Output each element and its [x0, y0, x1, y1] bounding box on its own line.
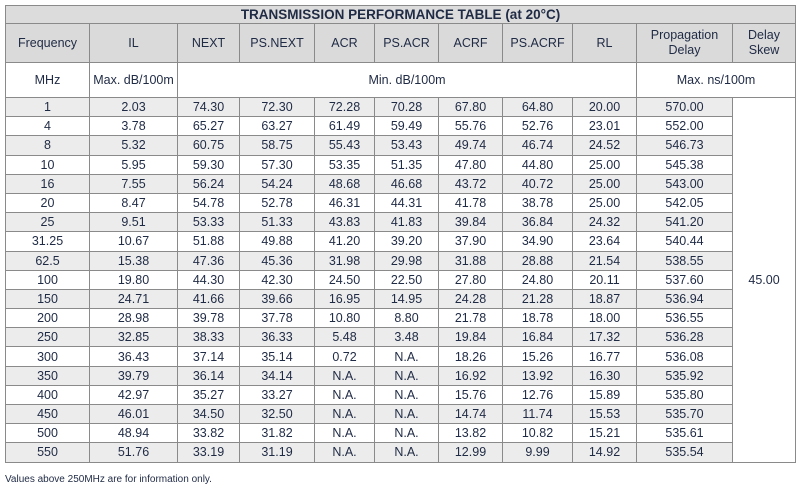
table-row	[6, 98, 796, 117]
table-cell: 21.54	[573, 251, 637, 270]
table-row	[6, 213, 796, 232]
table-cell: 3.48	[375, 328, 439, 347]
table-cell: 64.80	[503, 98, 573, 117]
unit-min-db: Min. dB/100m	[178, 63, 637, 98]
table-cell: 540.44	[637, 232, 733, 251]
column-header: Propagation Delay	[637, 24, 733, 63]
table-cell: 35.14	[240, 347, 315, 366]
table-cell: 20	[6, 193, 90, 212]
table-cell: 61.49	[315, 117, 375, 136]
table-cell: 52.76	[503, 117, 573, 136]
table-row	[6, 443, 796, 462]
table-cell: 20.00	[573, 98, 637, 117]
table-cell: 8.47	[90, 193, 178, 212]
table-cell: 63.27	[240, 117, 315, 136]
table-cell: 62.5	[6, 251, 90, 270]
table-cell: 31.25	[6, 232, 90, 251]
table-cell: 546.73	[637, 136, 733, 155]
table-cell: 8	[6, 136, 90, 155]
table-cell: 10.67	[90, 232, 178, 251]
table-cell: 5.95	[90, 155, 178, 174]
table-row	[6, 174, 796, 193]
table-cell: 10	[6, 155, 90, 174]
table-cell: 25.00	[573, 193, 637, 212]
table-cell: N.A.	[315, 405, 375, 424]
table-cell: 34.50	[178, 405, 240, 424]
table-cell: 29.98	[375, 251, 439, 270]
table-cell: 536.94	[637, 289, 733, 308]
table-cell: 24.71	[90, 289, 178, 308]
table-cell: 535.54	[637, 443, 733, 462]
column-header: PS.ACR	[375, 24, 439, 63]
table-cell: 536.55	[637, 309, 733, 328]
units-row	[6, 63, 796, 98]
table-cell: 46.31	[315, 193, 375, 212]
table-cell: 34.14	[240, 366, 315, 385]
table-cell: 16	[6, 174, 90, 193]
table-row	[6, 232, 796, 251]
table-cell: 25	[6, 213, 90, 232]
table-cell: 36.33	[240, 328, 315, 347]
table-cell: 13.82	[439, 424, 503, 443]
table-cell: 5.32	[90, 136, 178, 155]
table-cell: 10.80	[315, 309, 375, 328]
table-cell: 400	[6, 385, 90, 404]
table-cell: 65.27	[178, 117, 240, 136]
column-header: ACRF	[439, 24, 503, 63]
table-cell: 58.75	[240, 136, 315, 155]
table-cell: 16.30	[573, 366, 637, 385]
table-cell: 55.76	[439, 117, 503, 136]
table-cell: 34.90	[503, 232, 573, 251]
table-cell: 55.43	[315, 136, 375, 155]
table-cell: 59.30	[178, 155, 240, 174]
table-cell: 500	[6, 424, 90, 443]
table-cell: 13.92	[503, 366, 573, 385]
table-cell: 46.74	[503, 136, 573, 155]
table-cell: N.A.	[315, 385, 375, 404]
table-cell: 48.68	[315, 174, 375, 193]
table-cell: N.A.	[315, 424, 375, 443]
table-row	[6, 347, 796, 366]
table-cell: 47.80	[439, 155, 503, 174]
table-cell: 67.80	[439, 98, 503, 117]
table-cell: 38.33	[178, 328, 240, 347]
table-cell: 39.78	[178, 309, 240, 328]
table-cell: 46.68	[375, 174, 439, 193]
table-cell: 25.00	[573, 155, 637, 174]
table-cell: 7.55	[90, 174, 178, 193]
table-cell: 3.78	[90, 117, 178, 136]
table-cell: 15.89	[573, 385, 637, 404]
table-cell: 542.05	[637, 193, 733, 212]
unit-max-ns: Max. ns/100m	[637, 63, 796, 98]
table-cell: 24.52	[573, 136, 637, 155]
table-cell: 33.19	[178, 443, 240, 462]
table-row	[6, 309, 796, 328]
table-cell: 37.14	[178, 347, 240, 366]
table-cell: 541.20	[637, 213, 733, 232]
table-cell: 2.03	[90, 98, 178, 117]
table-cell: 32.50	[240, 405, 315, 424]
table-cell: 8.80	[375, 309, 439, 328]
column-header: IL	[90, 24, 178, 63]
table-cell: 70.28	[375, 98, 439, 117]
table-cell: 15.26	[503, 347, 573, 366]
table-cell: 16.95	[315, 289, 375, 308]
column-header: Frequency	[6, 24, 90, 63]
table-cell: 450	[6, 405, 90, 424]
table-cell: 53.43	[375, 136, 439, 155]
column-header: PS.ACRF	[503, 24, 573, 63]
table-cell: 36.14	[178, 366, 240, 385]
table-cell: 24.80	[503, 270, 573, 289]
table-cell: 37.78	[240, 309, 315, 328]
unit-frequency: MHz	[6, 63, 90, 98]
table-cell: 48.94	[90, 424, 178, 443]
table-cell: N.A.	[375, 443, 439, 462]
table-row	[6, 251, 796, 270]
table-cell: 22.50	[375, 270, 439, 289]
table-cell: 535.61	[637, 424, 733, 443]
table-cell: 49.88	[240, 232, 315, 251]
transmission-performance-table	[5, 5, 796, 463]
table-cell: 4	[6, 117, 90, 136]
column-header: PS.NEXT	[240, 24, 315, 63]
table-cell: 43.72	[439, 174, 503, 193]
table-cell: 39.20	[375, 232, 439, 251]
table-row	[6, 289, 796, 308]
table-cell: 14.92	[573, 443, 637, 462]
table-cell: 31.88	[439, 251, 503, 270]
table-cell: 54.78	[178, 193, 240, 212]
table-cell: 17.32	[573, 328, 637, 347]
table-cell: 45.36	[240, 251, 315, 270]
table-cell: 18.87	[573, 289, 637, 308]
table-cell: 543.00	[637, 174, 733, 193]
table-cell: 16.84	[503, 328, 573, 347]
table-cell: 16.77	[573, 347, 637, 366]
table-cell: 15.76	[439, 385, 503, 404]
table-cell: 19.80	[90, 270, 178, 289]
table-cell: 545.38	[637, 155, 733, 174]
table-cell: 24.28	[439, 289, 503, 308]
table-cell: 21.78	[439, 309, 503, 328]
table-cell: N.A.	[375, 366, 439, 385]
table-cell: 56.24	[178, 174, 240, 193]
table-cell: 44.80	[503, 155, 573, 174]
table-cell: 18.00	[573, 309, 637, 328]
table-cell: 9.99	[503, 443, 573, 462]
table-cell: 16.92	[439, 366, 503, 385]
table-row	[6, 405, 796, 424]
column-header: NEXT	[178, 24, 240, 63]
table-cell: 41.83	[375, 213, 439, 232]
table-cell: 20.11	[573, 270, 637, 289]
table-cell: 15.38	[90, 251, 178, 270]
table-cell: 536.08	[637, 347, 733, 366]
table-cell: 36.84	[503, 213, 573, 232]
table-cell: 72.28	[315, 98, 375, 117]
table-cell: 39.84	[439, 213, 503, 232]
table-cell: 43.83	[315, 213, 375, 232]
table-cell: 200	[6, 309, 90, 328]
table-cell: 570.00	[637, 98, 733, 117]
table-cell: N.A.	[375, 405, 439, 424]
table-cell: 10.82	[503, 424, 573, 443]
table-cell: 35.27	[178, 385, 240, 404]
table-cell: 38.78	[503, 193, 573, 212]
table-cell: 53.33	[178, 213, 240, 232]
table-cell: 0.72	[315, 347, 375, 366]
table-cell: 14.74	[439, 405, 503, 424]
table-cell: 23.01	[573, 117, 637, 136]
table-cell: 40.72	[503, 174, 573, 193]
table-cell: 24.50	[315, 270, 375, 289]
table-cell: 41.66	[178, 289, 240, 308]
table-cell: N.A.	[375, 424, 439, 443]
table-cell: 47.36	[178, 251, 240, 270]
table-cell: 39.66	[240, 289, 315, 308]
table-cell: 36.43	[90, 347, 178, 366]
table-cell: 28.98	[90, 309, 178, 328]
table-cell: 41.78	[439, 193, 503, 212]
table-cell: 57.30	[240, 155, 315, 174]
table-row	[6, 424, 796, 443]
table-cell: 33.27	[240, 385, 315, 404]
table-cell: 60.75	[178, 136, 240, 155]
table-cell: 27.80	[439, 270, 503, 289]
table-cell: 12.99	[439, 443, 503, 462]
table-row	[6, 155, 796, 174]
table-cell: 300	[6, 347, 90, 366]
table-row	[6, 385, 796, 404]
table-cell: 41.20	[315, 232, 375, 251]
table-cell: 25.00	[573, 174, 637, 193]
table-row	[6, 117, 796, 136]
table-cell: 44.31	[375, 193, 439, 212]
table-title-row	[6, 6, 796, 24]
table-cell: 350	[6, 366, 90, 385]
table-cell: 538.55	[637, 251, 733, 270]
table-cell: 100	[6, 270, 90, 289]
table-cell: 51.88	[178, 232, 240, 251]
unit-il: Max. dB/100m	[90, 63, 178, 98]
table-row	[6, 328, 796, 347]
table-cell: 250	[6, 328, 90, 347]
table-cell: 150	[6, 289, 90, 308]
table-cell: N.A.	[315, 443, 375, 462]
table-cell: 28.88	[503, 251, 573, 270]
table-cell: 535.70	[637, 405, 733, 424]
table-cell: N.A.	[375, 347, 439, 366]
table-cell: 11.74	[503, 405, 573, 424]
table-cell: 37.90	[439, 232, 503, 251]
table-cell: 72.30	[240, 98, 315, 117]
table-cell: 54.24	[240, 174, 315, 193]
table-row	[6, 193, 796, 212]
table-cell: 18.78	[503, 309, 573, 328]
table-cell: 19.84	[439, 328, 503, 347]
table-body	[6, 98, 796, 463]
table-cell: 51.35	[375, 155, 439, 174]
table-cell: 24.32	[573, 213, 637, 232]
table-cell: 59.49	[375, 117, 439, 136]
table-cell: 33.82	[178, 424, 240, 443]
table-cell: 18.26	[439, 347, 503, 366]
column-header-row	[6, 24, 796, 63]
table-cell: N.A.	[375, 385, 439, 404]
table-cell: 46.01	[90, 405, 178, 424]
table-cell: 1	[6, 98, 90, 117]
table-cell: 42.97	[90, 385, 178, 404]
table-cell: 5.48	[315, 328, 375, 347]
table-cell: 550	[6, 443, 90, 462]
footnote: Values above 250MHz are for information only.	[5, 474, 212, 485]
table-cell: 535.92	[637, 366, 733, 385]
table-title: TRANSMISSION PERFORMANCE TABLE (at 20°C)	[6, 6, 796, 24]
table-row	[6, 366, 796, 385]
table-cell: 42.30	[240, 270, 315, 289]
table-cell: 21.28	[503, 289, 573, 308]
table-cell: 536.28	[637, 328, 733, 347]
table-row	[6, 270, 796, 289]
column-header: Delay Skew	[733, 24, 796, 63]
table-cell: 39.79	[90, 366, 178, 385]
table-cell: N.A.	[315, 366, 375, 385]
column-header: RL	[573, 24, 637, 63]
table-cell: 23.64	[573, 232, 637, 251]
table-cell: 32.85	[90, 328, 178, 347]
table-cell: 14.95	[375, 289, 439, 308]
table-cell: 15.53	[573, 405, 637, 424]
table-cell: 52.78	[240, 193, 315, 212]
table-cell: 535.80	[637, 385, 733, 404]
column-header: ACR	[315, 24, 375, 63]
table-cell: 44.30	[178, 270, 240, 289]
table-cell: 31.19	[240, 443, 315, 462]
table-cell: 31.82	[240, 424, 315, 443]
table-cell: 49.74	[439, 136, 503, 155]
table-cell: 9.51	[90, 213, 178, 232]
table-cell: 53.35	[315, 155, 375, 174]
table-cell: 552.00	[637, 117, 733, 136]
table-cell: 31.98	[315, 251, 375, 270]
table-cell: 15.21	[573, 424, 637, 443]
table-cell: 74.30	[178, 98, 240, 117]
table-cell: 51.33	[240, 213, 315, 232]
delay-skew-value: 45.00	[733, 98, 796, 463]
table-row	[6, 136, 796, 155]
table-cell: 537.60	[637, 270, 733, 289]
table-cell: 12.76	[503, 385, 573, 404]
table-cell: 51.76	[90, 443, 178, 462]
